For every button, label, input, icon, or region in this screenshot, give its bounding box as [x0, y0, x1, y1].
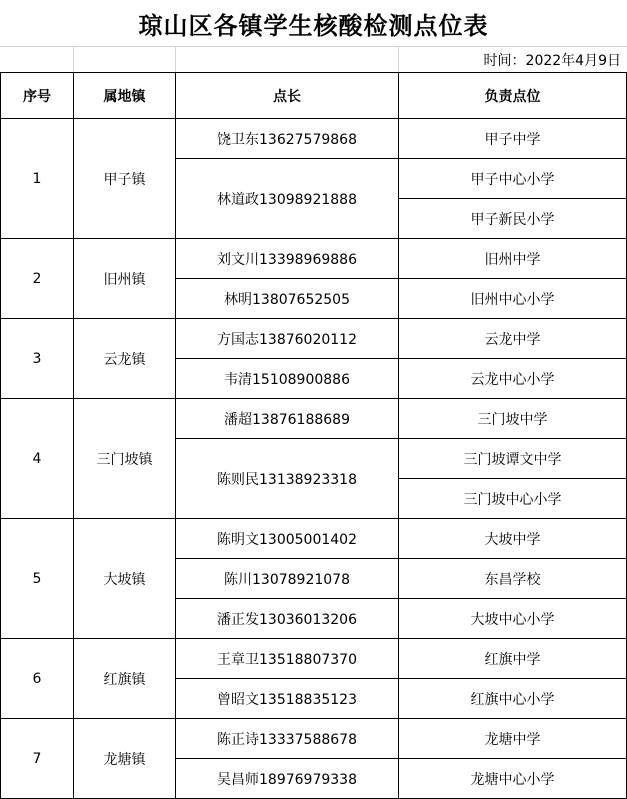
- cell-town[interactable]: 云龙镇: [74, 319, 176, 399]
- cell-no[interactable]: 3: [1, 319, 74, 399]
- header-site[interactable]: 负责点位: [399, 73, 627, 119]
- cell-leader[interactable]: 潘正发13036013206: [176, 599, 399, 639]
- cell-site[interactable]: 三门坡谭文中学: [399, 439, 627, 479]
- cell-no[interactable]: 7: [1, 719, 74, 799]
- cell-leader[interactable]: 陈明文13005001402: [176, 519, 399, 559]
- cell-leader[interactable]: 韦清15108900886: [176, 359, 399, 399]
- cell-site[interactable]: 大坡中学: [399, 519, 627, 559]
- cell-site[interactable]: 甲子中学: [399, 119, 627, 159]
- table-row: [1, 319, 627, 359]
- time-label: 时间：2022年4月9日: [483, 53, 621, 69]
- cell-no[interactable]: 4: [1, 399, 74, 519]
- cell-town[interactable]: 大坡镇: [74, 519, 176, 639]
- cell-site[interactable]: 东昌学校: [399, 559, 627, 599]
- cell-site[interactable]: 云龙中心小学: [399, 359, 627, 399]
- table-row: [1, 239, 627, 279]
- cell-leader[interactable]: 吴昌师18976979338: [176, 759, 399, 799]
- header-leader[interactable]: 点长: [176, 73, 399, 119]
- cell-leader[interactable]: 林道政13098921888: [176, 159, 399, 239]
- cell-no[interactable]: 1: [1, 119, 74, 239]
- cell-leader[interactable]: 陈正诗13337588678: [176, 719, 399, 759]
- cell-no[interactable]: 6: [1, 639, 74, 719]
- table-row: [1, 719, 627, 759]
- header-no[interactable]: 序号: [1, 73, 74, 119]
- table-row: [1, 519, 627, 559]
- cell-site[interactable]: 三门坡中学: [399, 399, 627, 439]
- cell-site[interactable]: 红旗中学: [399, 639, 627, 679]
- cell-site[interactable]: 三门坡中心小学: [399, 479, 627, 519]
- time-bar: [0, 47, 627, 71]
- cell-town[interactable]: 红旗镇: [74, 639, 176, 719]
- cell-town[interactable]: 龙塘镇: [74, 719, 176, 799]
- cell-site[interactable]: 旧州中心小学: [399, 279, 627, 319]
- cell-leader[interactable]: 饶卫东13627579868: [176, 119, 399, 159]
- cell-site[interactable]: 旧州中学: [399, 239, 627, 279]
- cell-leader[interactable]: 陈川13078921078: [176, 559, 399, 599]
- cell-town[interactable]: 旧州镇: [74, 239, 176, 319]
- cell-leader[interactable]: 林明13807652505: [176, 279, 399, 319]
- cell-site[interactable]: 云龙中学: [399, 319, 627, 359]
- cell-leader[interactable]: 方国志13876020112: [176, 319, 399, 359]
- cell-no[interactable]: 2: [1, 239, 74, 319]
- header-town[interactable]: 属地镇: [74, 73, 176, 119]
- cell-site[interactable]: 甲子新民小学: [399, 199, 627, 239]
- cell-site[interactable]: 龙塘中学: [399, 719, 627, 759]
- cell-leader[interactable]: 曾昭文13518835123: [176, 679, 399, 719]
- cell-leader[interactable]: 刘文川13398969886: [176, 239, 399, 279]
- cell-site[interactable]: 红旗中心小学: [399, 679, 627, 719]
- cell-leader[interactable]: 陈则民13138923318: [176, 439, 399, 519]
- table-row: [1, 399, 627, 439]
- cell-town[interactable]: 三门坡镇: [74, 399, 176, 519]
- cell-site[interactable]: 甲子中心小学: [399, 159, 627, 199]
- table-body: [1, 119, 627, 799]
- table-header-row: [1, 73, 627, 119]
- cell-site[interactable]: 龙塘中心小学: [399, 759, 627, 799]
- table-row: [1, 639, 627, 679]
- cell-no[interactable]: 5: [1, 519, 74, 639]
- testing-sites-table: [0, 72, 627, 799]
- cell-leader[interactable]: 王章卫13518807370: [176, 639, 399, 679]
- cell-site[interactable]: 大坡中心小学: [399, 599, 627, 639]
- cell-town[interactable]: 甲子镇: [74, 119, 176, 239]
- table-row: [1, 119, 627, 159]
- cell-leader[interactable]: 潘超13876188689: [176, 399, 399, 439]
- sheet-title: 琼山区各镇学生核酸检测点位表: [138, 10, 489, 40]
